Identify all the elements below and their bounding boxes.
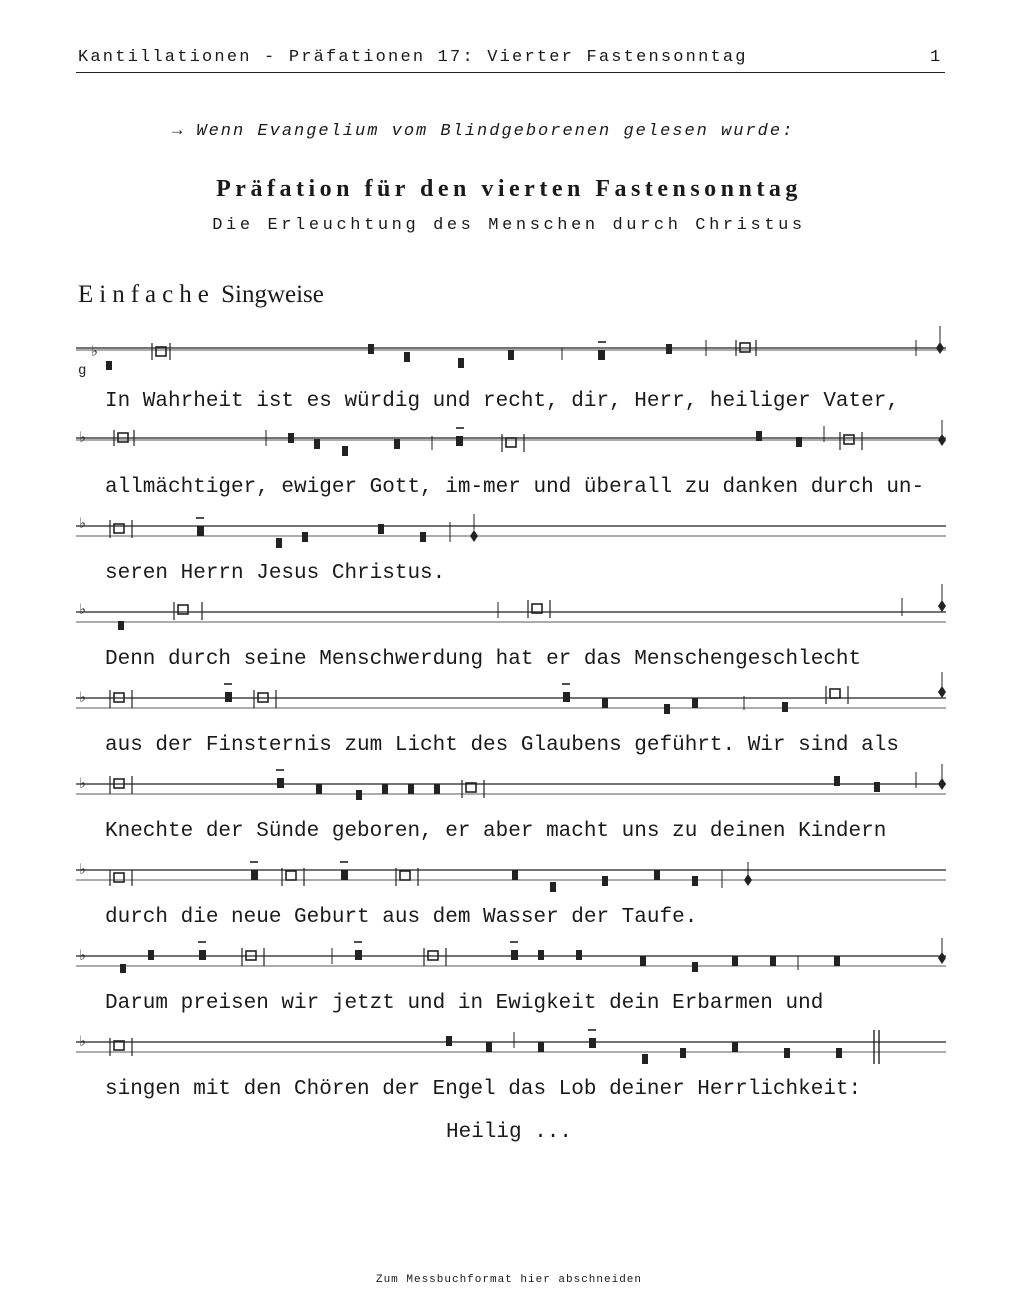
cut-note: Zum Messbuchformat hier abschneiden [375, 1274, 643, 1286]
flat-sign: ♭ [78, 602, 88, 619]
staff-2 [76, 420, 948, 460]
header-title: Kantillationen - Präfationen 17: Vierter Fastensonntag [78, 48, 748, 67]
flat-sign: ♭ [78, 862, 88, 879]
header-rule [76, 72, 945, 73]
flat-sign: ♭ [78, 776, 88, 793]
page-title: Präfation für den vierten Fastensonntag [216, 176, 802, 202]
flat-sign: ♭ [78, 1034, 88, 1051]
flat-sign: ♭ [78, 516, 88, 533]
flat-sign: ♭ [78, 690, 88, 707]
flat-sign: ♭ [90, 344, 100, 361]
section-heading-rest: Singweise [221, 281, 324, 308]
lyric-line-9: singen mit den Chören der Engel das Lob deiner Herrlichkeit: [105, 1078, 862, 1101]
lyric-line-3: seren Herrn Jesus Christus. [105, 562, 446, 585]
staff-9 [76, 1024, 948, 1064]
ending-text: Heilig ... [445, 1121, 573, 1144]
staff-3 [76, 508, 948, 548]
clef-letter: g [78, 363, 87, 379]
flat-sign: ♭ [78, 948, 88, 965]
page-number: 1 [930, 48, 941, 67]
staff-1 [76, 330, 948, 379]
staff-4 [76, 594, 948, 634]
staff-6 [76, 766, 948, 806]
staff-5 [76, 680, 948, 720]
lyric-line-8: Darum preisen wir jetzt und in Ewigkeit dein Erbarmen und [105, 992, 824, 1015]
lyric-line-6: Knechte der Sünde geboren, er aber macht uns zu deinen Kindern [105, 820, 887, 843]
staff-8 [76, 938, 948, 978]
lyric-line-2: allmächtiger, ewiger Gott, im-mer und überall zu danken durch un- [105, 476, 925, 499]
lyric-line-1: In Wahrheit ist es würdig und recht, dir, Herr, heiliger Vater, [105, 390, 899, 413]
lyric-line-4: Denn durch seine Menschwerdung hat er das Menschengeschlecht [105, 648, 862, 671]
flat-sign: ♭ [78, 430, 88, 447]
section-heading [78, 281, 324, 309]
section-heading-spaced: Einfache [78, 281, 215, 308]
lyric-line-7: durch die neue Geburt aus dem Wasser der Taufe. [105, 906, 698, 929]
page-subtitle: Die Erleuchtung des Menschen durch Christus [212, 216, 806, 235]
staff-7 [76, 852, 948, 892]
lyric-line-5: aus der Finsternis zum Licht des Glaubens geführt. Wir sind als [105, 734, 899, 757]
rubric: → Wenn Evangelium vom Blindgeborenen gelesen wurde: [172, 122, 795, 141]
